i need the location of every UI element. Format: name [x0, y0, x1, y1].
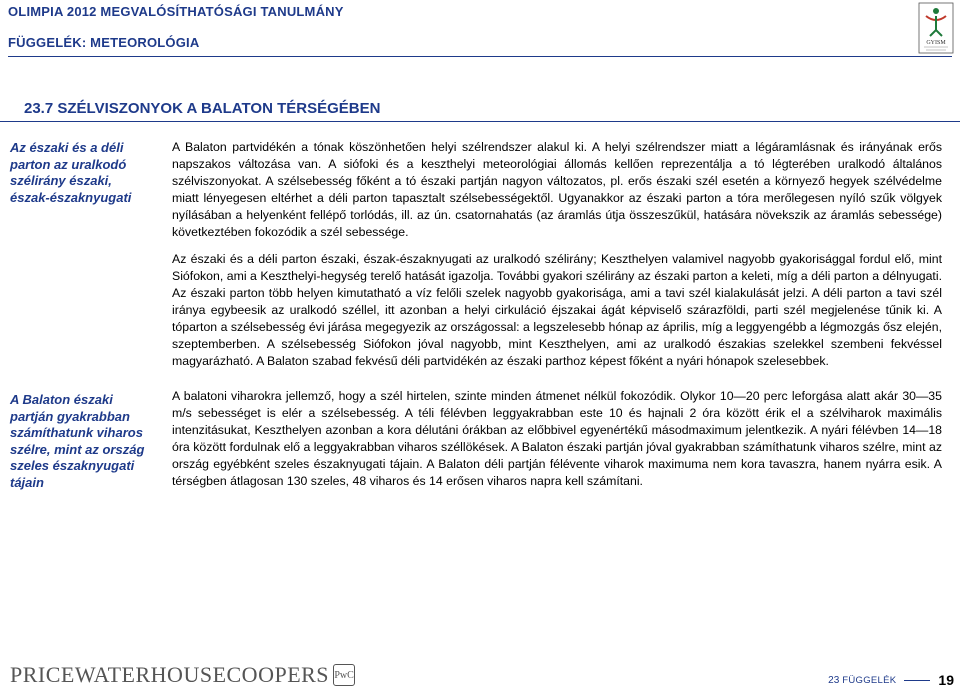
page-prefix: 23	[828, 674, 840, 686]
paragraph-text: A Balaton partvidékén a tónak köszönhetően helyi szélrendszer alakul ki. A helyi szélrendszer miatt a légáramlásnak és irányának erős napszakos változása van. A siófoki és a keszthelyi meteorológiai állomás kellően reprezentálja a tó légterében uralkodó általános szélviszonyokat. A szélsebesség főként a tó északi partján nagyon változatos, pl. erős északi szél esetén a környező hegyek szélvédelme miatt lényegesen eltérhet a déli parton tapasztalt szélsebességektől. Ugyanakkor az északi parton a tóra merőlegesen nyíló szűk völgyek nyílásában a helyenként fellépő torlódás, ill. az ún. csatornahatás (az áramlás útja összeszűkül, hatására növekszik az áramlás sebessége) következtében fokozódik a szél sebessége.	[172, 140, 942, 239]
paragraph-local-wind-system	[172, 139, 942, 241]
section-divider	[0, 121, 960, 122]
paragraph-storms	[172, 388, 942, 490]
header-divider	[8, 56, 952, 57]
paragraph-text: Az északi és a déli parton északi, észak-északnyugati az uralkodó szélirány; Keszthelyen valamivel nagyobb gyakorisággal fordul elő, mint Siófokon, ami a Keszthelyi-hegység terelő hatását igazolja. További gyakori szélirány az északi parton a keleti, míg a déli parton a délnyugati. Az északi parton több helyen kimutatható a víz felőli szelek nagyobb gyakorisága, ami a tavi szél kialakulását jelzi. A déli parton a tavi szél iránya egybeesik az uralkodó széllel, itt azonban a helyi cirkuláció éjszakai ágát képviselő szárazföldi, parti szél megjelenése tűnik ki. A tóparton a szélsebesség évi járása megegyezik az országossal: a legszelesebb hónap az április, míg a leggyengébb a légmozgás ősz elején, szeptemberben. A szélsebesség Siófokon jóval nagyobb, mint Keszthelyen, ami az uralkodó északias szelekkel szembeni fekvéssel magyarázható. A Balaton szabad fekvésű déli partvidékén az északi parthoz képest főként a nyári hónapok szelesebbek.	[172, 252, 942, 368]
page-number	[828, 672, 954, 688]
page-label: FÜGGELÉK	[842, 674, 897, 686]
pwc-mark-icon: PwC	[333, 664, 355, 686]
document-subtitle: FÜGGELÉK: METEOROLÓGIA	[8, 35, 200, 50]
svg-text:GYISM: GYISM	[926, 40, 946, 46]
gyism-logo-graphic	[918, 2, 954, 54]
page-number-divider	[904, 680, 930, 681]
document-title: OLIMPIA 2012 MEGVALÓSÍTHATÓSÁGI TANULMÁNY	[8, 4, 344, 19]
margin-note-storms: A Balaton északi partján gyakrabban számíthatunk viharos szélre, mint az ország szeles északnyugati tájain	[10, 392, 145, 490]
section-heading: 23.7 SZÉLVISZONYOK A BALATON TÉRSÉGÉBEN	[24, 100, 381, 117]
pwc-logo-text: PRICEWATERHOUSECOOPERS	[10, 662, 330, 687]
page-number-value: 19	[938, 672, 954, 688]
paragraph-prevailing-wind	[172, 251, 942, 370]
gyism-logo-icon	[918, 2, 954, 54]
margin-note-wind-direction: Az északi és a déli parton az uralkodó szélirány északi, észak-északnyugati	[10, 140, 132, 205]
paragraph-text: A balatoni viharokra jellemző, hogy a szél hirtelen, szinte minden átmenet nélkül fokozódik. Olykor 10—20 perc leforgása alatt akár 30—35 m/s sebességet is elér a szélsebesség. A téli félévben leggyakrabban este 10 és hajnali 2 óra között érik el a szélviharok maximális intenzitásukat, Keszthelyen azonban a kora délutáni órákban az előbbivel egyenértékű másodmaximum jelentkezik. A nyári félévben 14—18 óra között fordulnak elő a leggyakrabban viharos széllökések. A Balaton északi partján jóval gyakrabban számíthatunk viharos szélre, mint az ország egyébként szeles északnyugati tájain. A Balaton déli partján félévente viharok maximuma nem kora tavaszra, hanem nyárra esik. A térségben átlagosan 130 szeles, 48 viharos és 14 erősen viharos napra kell számítani.	[172, 389, 942, 488]
pwc-logo	[10, 663, 355, 687]
